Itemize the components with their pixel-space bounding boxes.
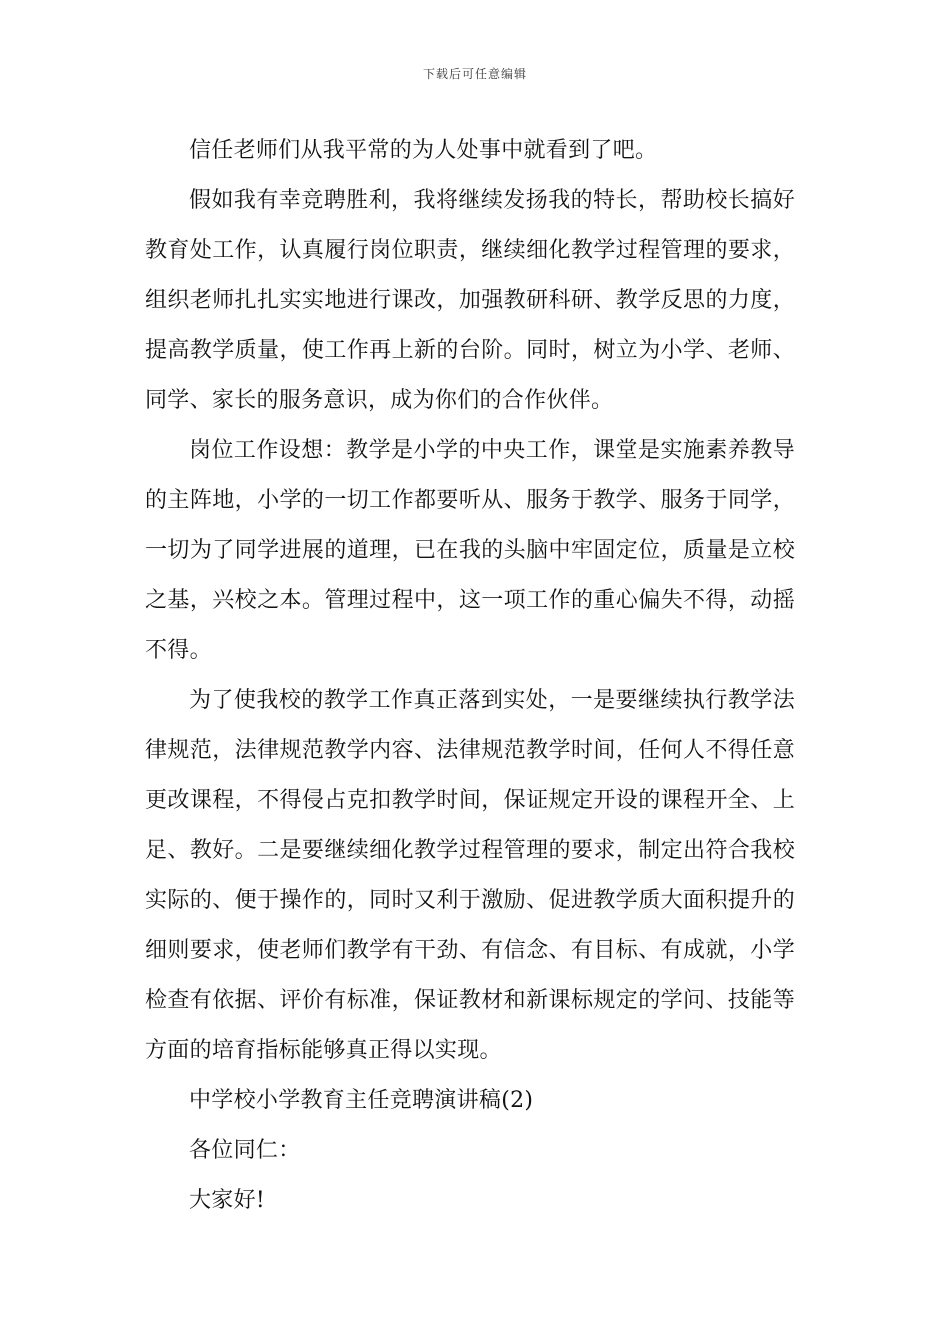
- paragraph-4: 为了使我校的教学工作真正落到实处，一是要继续执行教学法律规范，法律规范教学内容、法律规范教学时间，任何人不得任意更改课程，不得侵占克扣教学时间，保证规定开设的课程开全、上足、教好。二是要继续细化教学过程管理的要求，制定出符合我校实际的、便于操作的，同时又利于激励、促进教学质大面积提升的细则要求，使老师们教学有干劲、有信念、有目标、有成就，小学检查有依据、评价有标准，保证教材和新课标规定的学问、技能等方面的培育指标能够真正得以实现。: [145, 688, 795, 1063]
- page-header: 下载后可任意编辑: [422, 67, 527, 81]
- salutation: 各位同仁：: [189, 1138, 301, 1163]
- section-title: 中学校小学教育主任竞聘演讲稿(2): [189, 1088, 534, 1113]
- paragraph-3: 岗位工作设想：教学是小学的中央工作，课堂是实施素养教导的主阵地，小学的一切工作都要听从、服务于教学、服务于同学，一切为了同学进展的道理，已在我的头脑中牢固定位，质量是立校之基，兴校之本。管理过程中，这一项工作的重心偏失不得，动摇不得。: [145, 438, 795, 663]
- document-body: [145, 126, 795, 1226]
- paragraph-2: 假如我有幸竞聘胜利，我将继续发扬我的特长，帮助校长搞好教育处工作，认真履行岗位职责，继续细化教学过程管理的要求，组织老师扎扎实实地进行课改，加强教研科研、教学反思的力度，提高教学质量，使工作再上新的台阶。同时，树立为小学、老师、同学、家长的服务意识，成为你们的合作伙伴。: [145, 188, 795, 413]
- paragraph-1: 信任老师们从我平常的为人处事中就看到了吧。: [189, 138, 658, 163]
- greeting: 大家好!: [189, 1188, 266, 1213]
